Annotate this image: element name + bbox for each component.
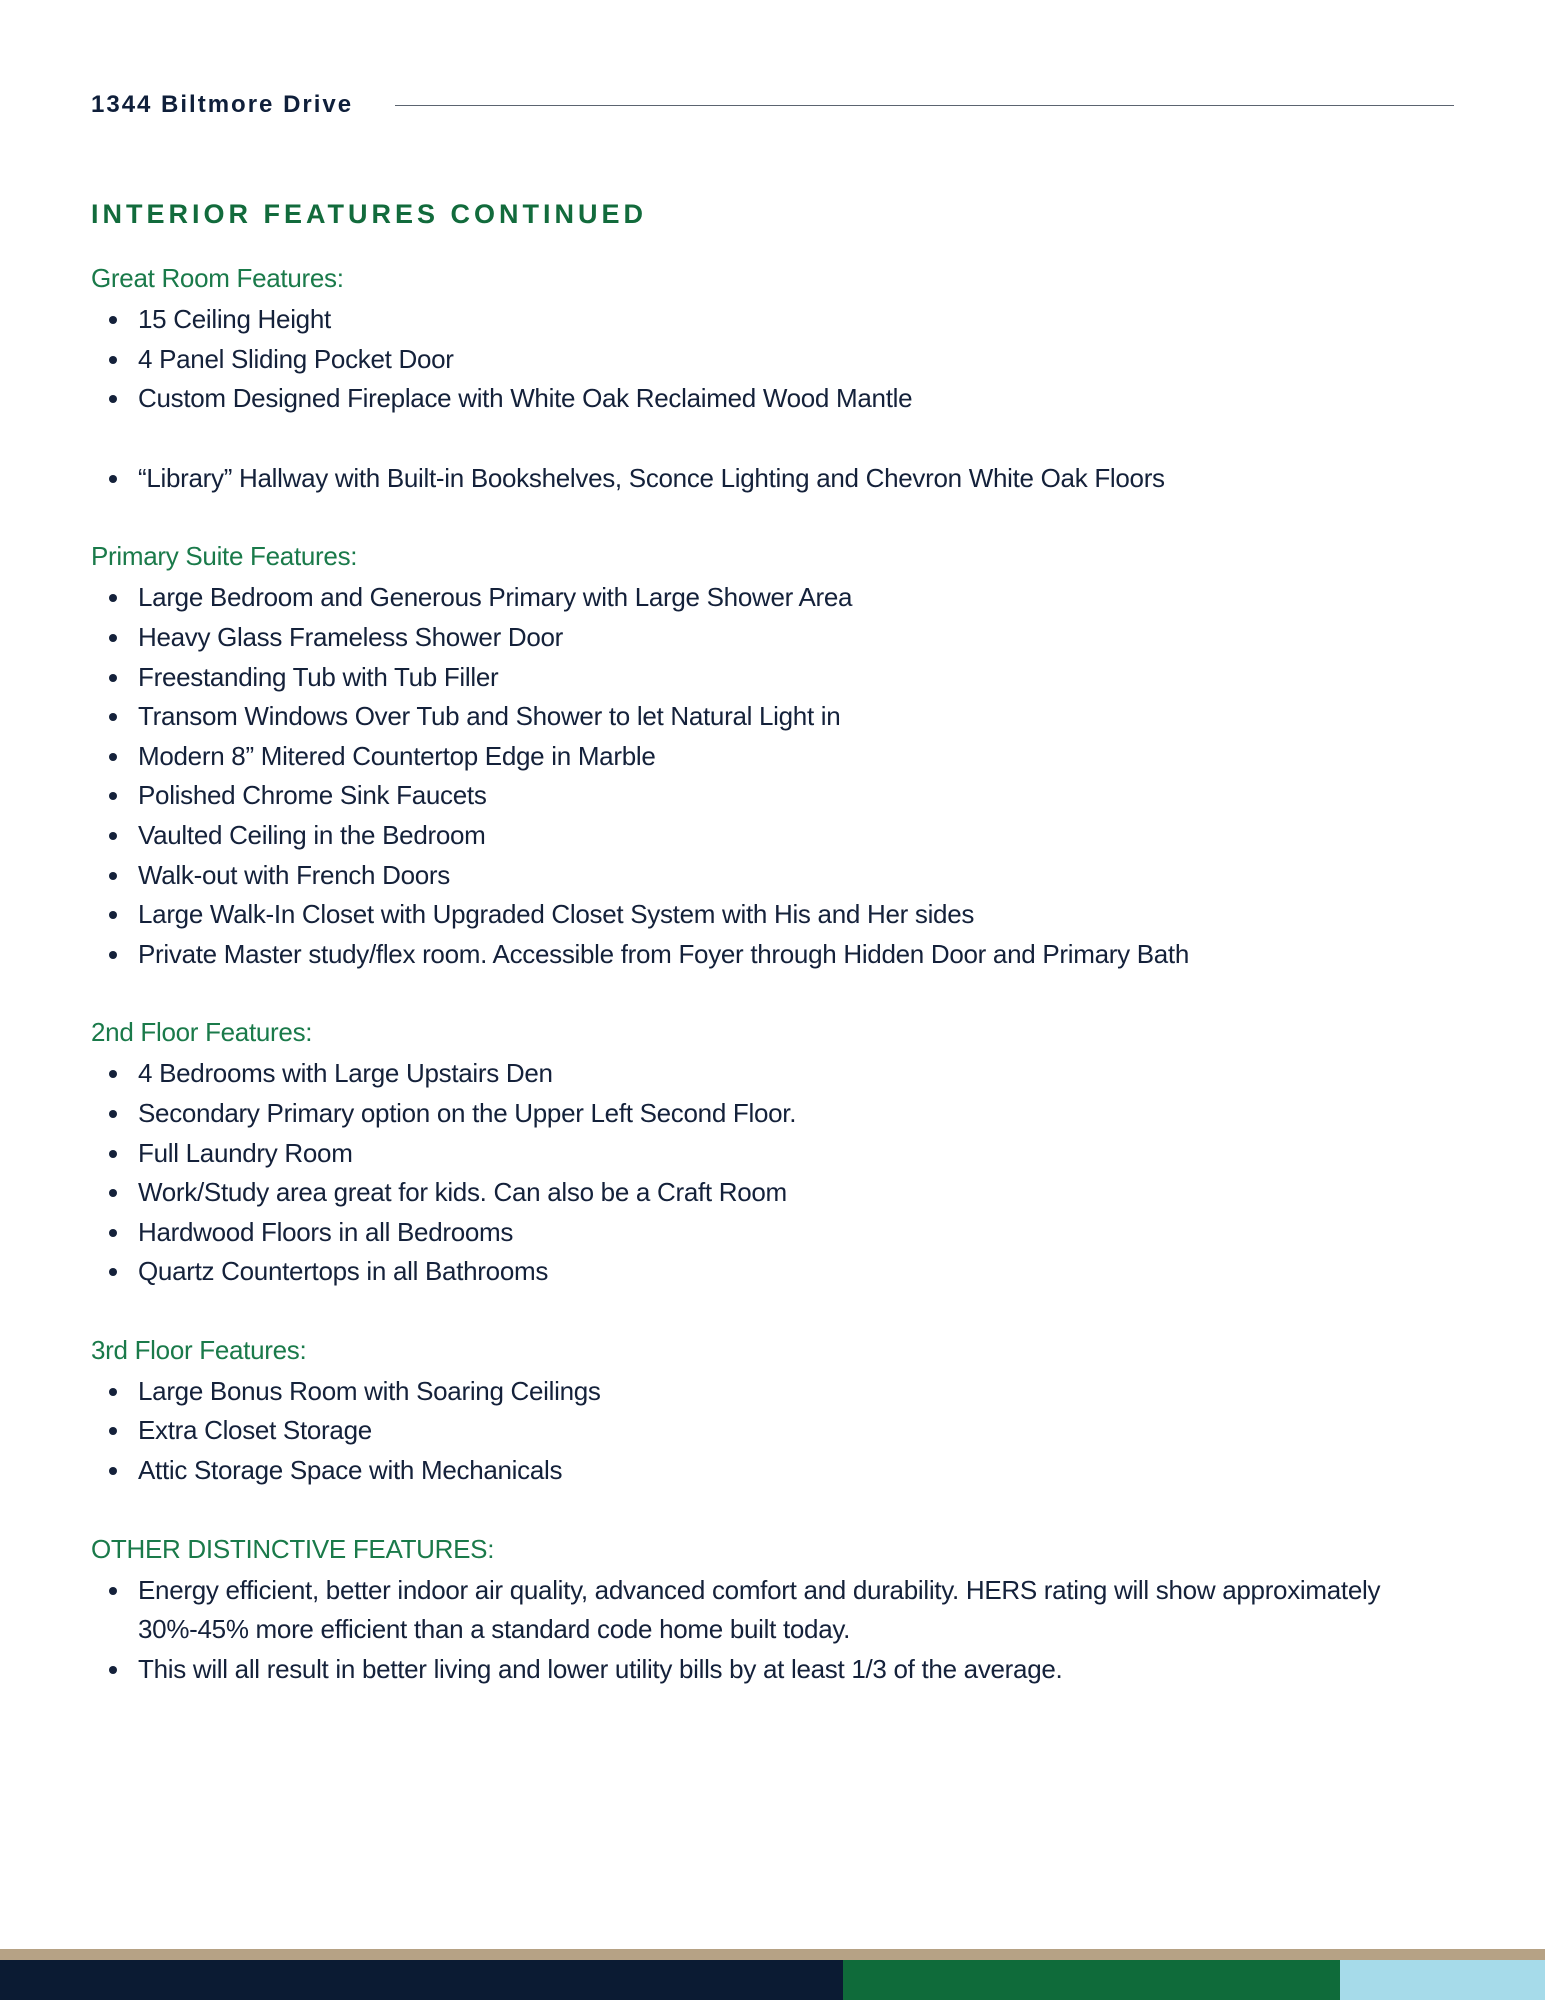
other-features-list bbox=[91, 1571, 1471, 1690]
list-item: 4 Bedrooms with Large Upstairs Den bbox=[91, 1054, 1471, 1094]
list-item: Walk-out with French Doors bbox=[91, 856, 1471, 896]
library-hallway-item: “Library” Hallway with Built-in Bookshelves, Sconce Lighting and Chevron White Oak Floors bbox=[91, 459, 1471, 499]
footer-green-block bbox=[843, 1960, 1340, 2000]
footer-tan-stripe bbox=[0, 1949, 1545, 1960]
list-item: Work/Study area great for kids. Can also be a Craft Room bbox=[91, 1173, 1471, 1213]
page-content bbox=[91, 196, 1471, 1729]
section-title: INTERIOR FEATURES CONTINUED bbox=[91, 199, 648, 229]
primary-suite-label: Primary Suite Features: bbox=[91, 541, 358, 572]
list-item: Large Walk-In Closet with Upgraded Closet System with His and Her sides bbox=[91, 895, 1471, 935]
list-item: Energy efficient, better indoor air quality, advanced comfort and durability. HERS rating will show approximately 30%-45% more efficient than a standard code home built today. bbox=[91, 1571, 1471, 1650]
list-item: 15 Ceiling Height bbox=[91, 300, 1471, 340]
great-room-section bbox=[91, 260, 1471, 498]
third-floor-section bbox=[91, 1332, 1471, 1491]
list-item: Extra Closet Storage bbox=[91, 1411, 1471, 1451]
other-features-label: OTHER DISTINCTIVE FEATURES: bbox=[91, 1533, 495, 1564]
header-divider bbox=[395, 105, 1454, 106]
list-item: Transom Windows Over Tub and Shower to let Natural Light in bbox=[91, 697, 1471, 737]
list-item: Modern 8” Mitered Countertop Edge in Marble bbox=[91, 737, 1471, 777]
list-item: Freestanding Tub with Tub Filler bbox=[91, 658, 1471, 698]
list-item: 4 Panel Sliding Pocket Door bbox=[91, 340, 1471, 380]
list-item: This will all result in better living and lower utility bills by at least 1/3 of the average. bbox=[91, 1650, 1471, 1690]
list-item: Private Master study/flex room. Accessible from Foyer through Hidden Door and Primary Bath bbox=[91, 935, 1471, 975]
list-item: Large Bonus Room with Soaring Ceilings bbox=[91, 1372, 1471, 1412]
list-item: Attic Storage Space with Mechanicals bbox=[91, 1451, 1471, 1491]
third-floor-label: 3rd Floor Features: bbox=[91, 1334, 307, 1365]
third-floor-list bbox=[91, 1372, 1471, 1491]
property-address: 1344 Biltmore Drive bbox=[91, 91, 354, 118]
footer-blue-block bbox=[1340, 1960, 1545, 2000]
primary-suite-section bbox=[91, 538, 1471, 974]
list-item: Secondary Primary option on the Upper Left Second Floor. bbox=[91, 1094, 1471, 1134]
second-floor-list bbox=[91, 1054, 1471, 1292]
page-header bbox=[91, 88, 1454, 122]
footer-navy-block bbox=[0, 1960, 843, 2000]
great-room-list bbox=[91, 300, 1471, 498]
list-item: Full Laundry Room bbox=[91, 1134, 1471, 1174]
primary-suite-list bbox=[91, 578, 1471, 974]
list-item: Polished Chrome Sink Faucets bbox=[91, 776, 1471, 816]
list-item: Large Bedroom and Generous Primary with Large Shower Area bbox=[91, 578, 1471, 618]
second-floor-section bbox=[91, 1014, 1471, 1292]
list-item: Heavy Glass Frameless Shower Door bbox=[91, 618, 1471, 658]
list-item: Quartz Countertops in all Bathrooms bbox=[91, 1252, 1471, 1292]
other-features-section bbox=[91, 1531, 1471, 1690]
second-floor-label: 2nd Floor Features: bbox=[91, 1017, 313, 1048]
great-room-label: Great Room Features: bbox=[91, 263, 344, 293]
footer-color-band bbox=[0, 1949, 1545, 2000]
list-item: Custom Designed Fireplace with White Oak Reclaimed Wood Mantle bbox=[91, 379, 1471, 419]
list-item: Hardwood Floors in all Bedrooms bbox=[91, 1213, 1471, 1253]
list-item: Vaulted Ceiling in the Bedroom bbox=[91, 816, 1471, 856]
